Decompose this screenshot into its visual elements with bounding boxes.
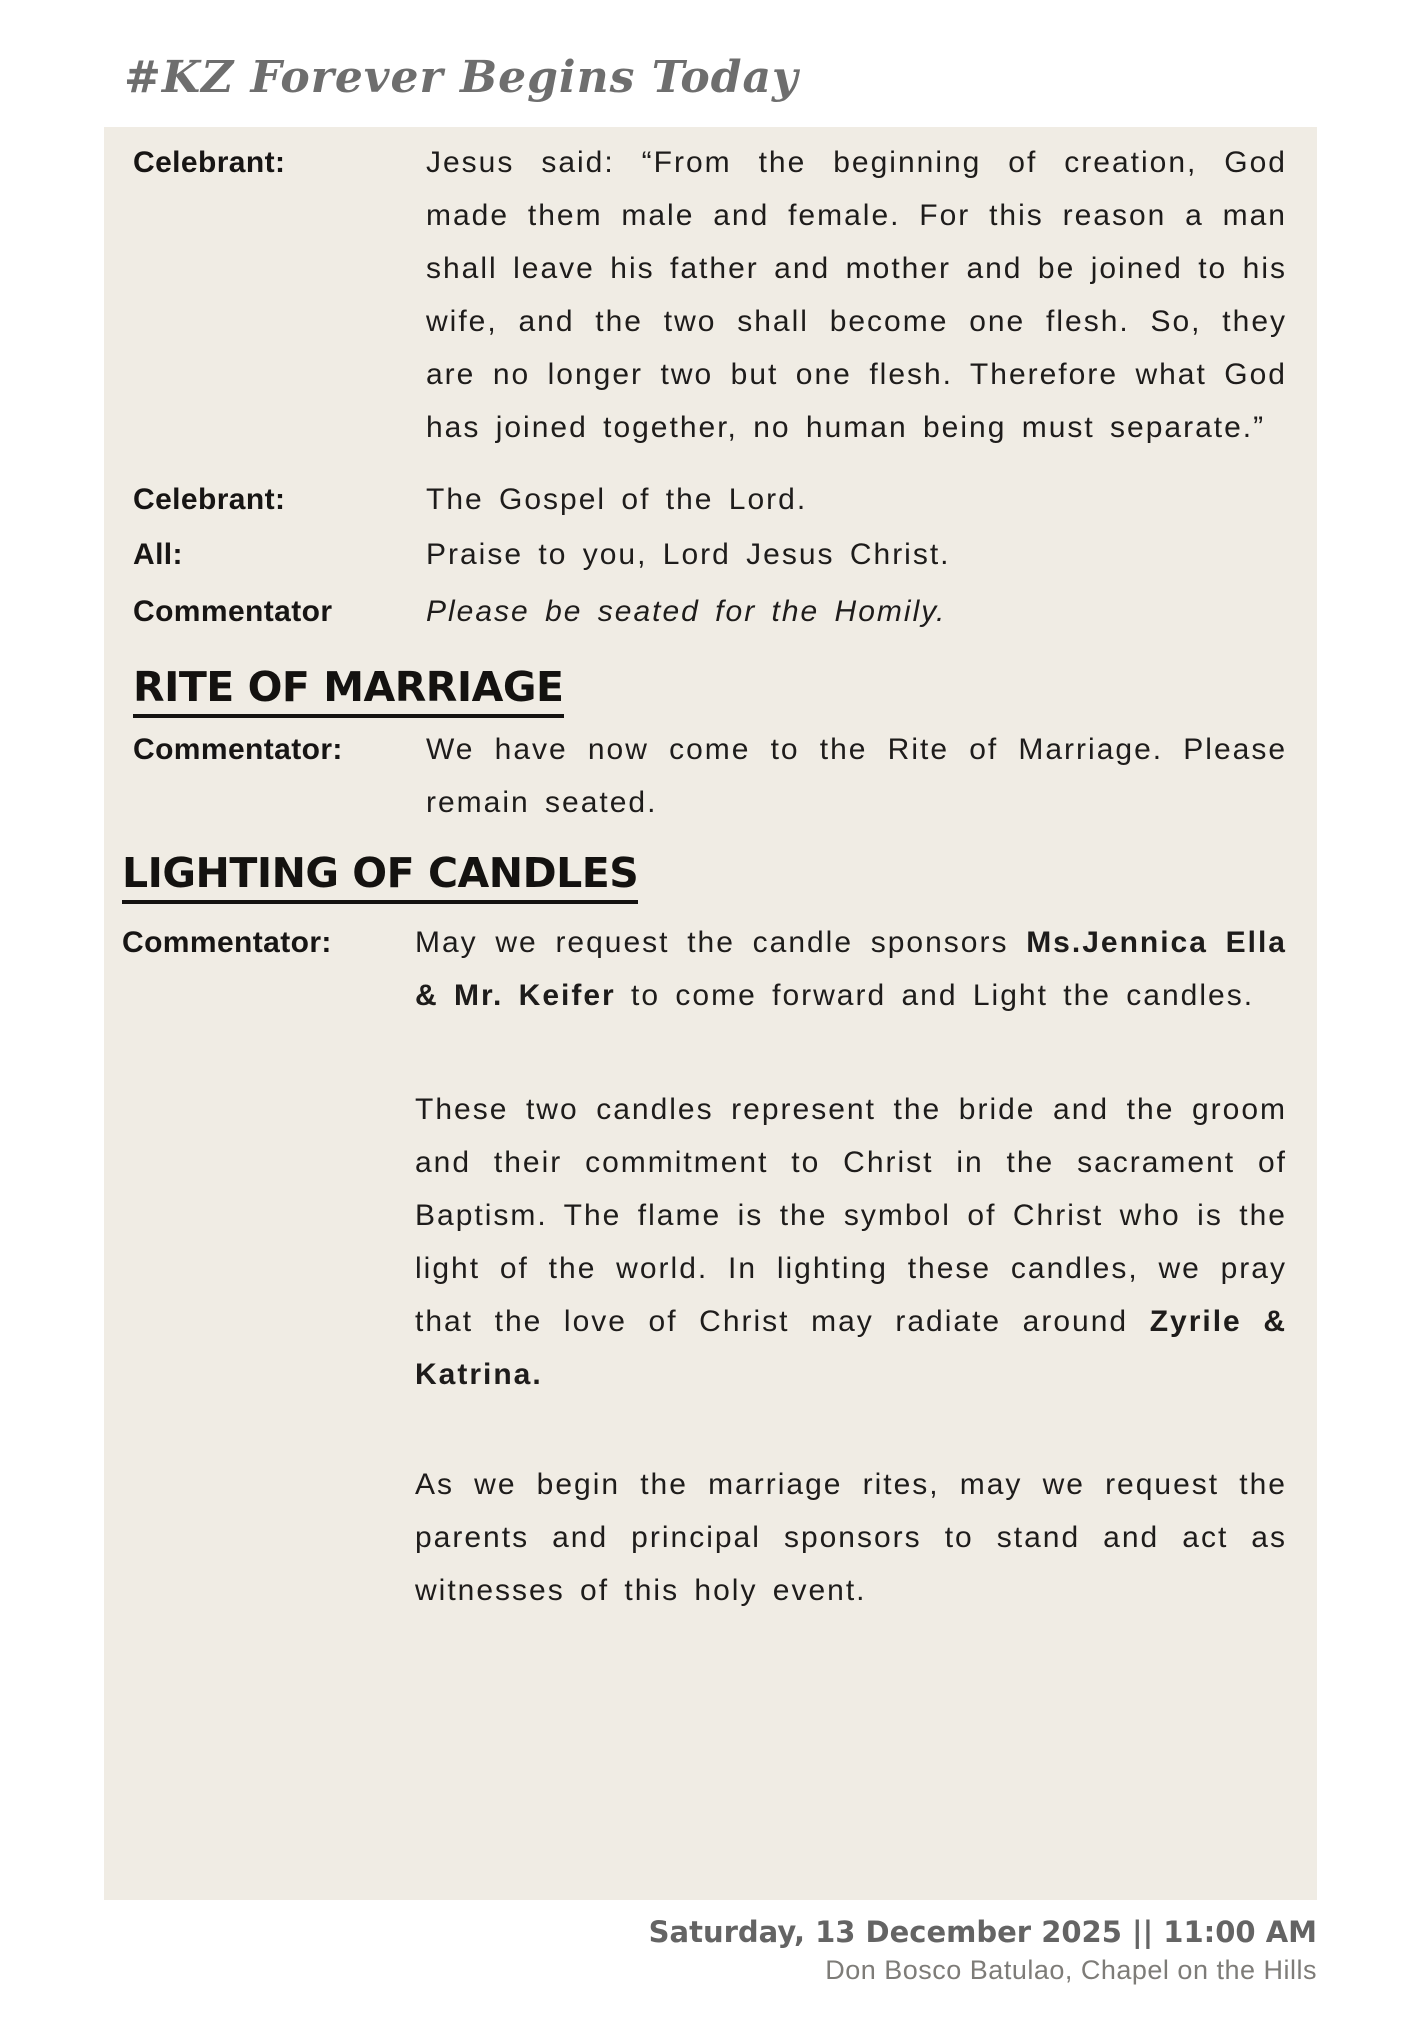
dialogue-text — [426, 528, 1287, 581]
dialogue-text — [426, 585, 1287, 638]
text-segment: Zyrile & Katrina. — [415, 1305, 1287, 1391]
footer-venue: Don Bosco Batulao, Chapel on the Hills — [825, 1955, 1317, 1985]
dialogue-text — [426, 136, 1287, 454]
section-heading-lighting-of-candles: LIGHTING OF CANDLES — [122, 853, 638, 904]
speaker-label: Celebrant: — [133, 146, 286, 179]
speaker-label: All: — [133, 538, 183, 571]
text-segment: Ms.Jennica Ella & Mr. Keifer — [415, 926, 1287, 1012]
dialogue-row — [133, 585, 1287, 638]
program-panel — [104, 127, 1317, 1900]
footer — [649, 1912, 1317, 1988]
dialogue-text — [426, 473, 1287, 526]
section-heading-wrap — [133, 663, 1287, 718]
speaker-label: Commentator — [133, 595, 333, 628]
text-segment: Please be seated for the Homily. — [426, 595, 947, 628]
text-segment: The Gospel of the Lord. — [426, 483, 808, 516]
dialogue-text — [426, 723, 1287, 829]
paragraph-row — [122, 1083, 1287, 1401]
footer-datetime: Saturday, 13 December 2025 || 11:00 AM — [648, 1915, 1317, 1949]
text-segment: Praise to you, Lord Jesus Christ. — [426, 538, 951, 571]
section-heading-rite-of-marriage: RITE OF MARRIAGE — [133, 667, 564, 718]
paragraph-text — [415, 1458, 1287, 1617]
text-segment: to come forward and Light the candles. — [615, 979, 1255, 1012]
speaker-label: Celebrant: — [133, 483, 286, 516]
speaker-label: Commentator: — [122, 926, 332, 959]
text-segment: These two candles represent the bride and the groom and their commitment to Christ in the sacrament of Baptism. The flame is the symbol of Christ who is the light of the world. In lighting these candles, we pray that the love of Christ may radiate around — [415, 1093, 1287, 1338]
text-segment: As we begin the marriage rites, may we request the parents and principal sponsors to stand and act as witnesses of this holy event. — [415, 1468, 1287, 1607]
section-heading-wrap — [122, 849, 1287, 904]
speaker-label: Commentator: — [133, 733, 343, 766]
text-segment: We have now come to the Rite of Marriage. Please remain seated. — [426, 733, 1287, 819]
dialogue-row — [133, 473, 1287, 526]
paragraph-text — [415, 1083, 1287, 1401]
dialogue-row — [133, 723, 1287, 829]
paragraph-row — [122, 1458, 1287, 1617]
dialogue-text — [415, 916, 1287, 1022]
hashtag-header: #KZ Forever Begins Today — [124, 52, 799, 103]
dialogue-row — [122, 916, 1287, 1022]
text-segment: Jesus said: “From the beginning of creation, God made them male and female. For this reason a man shall leave his father and mother and be joined to his wife, and the two shall become one flesh. So, they are no longer two but one flesh. Therefore what God has joined together, no human being must separate.” — [426, 146, 1287, 444]
text-segment: May we request the candle sponsors — [415, 926, 1027, 959]
dialogue-row — [133, 528, 1287, 581]
dialogue-row — [133, 136, 1287, 454]
